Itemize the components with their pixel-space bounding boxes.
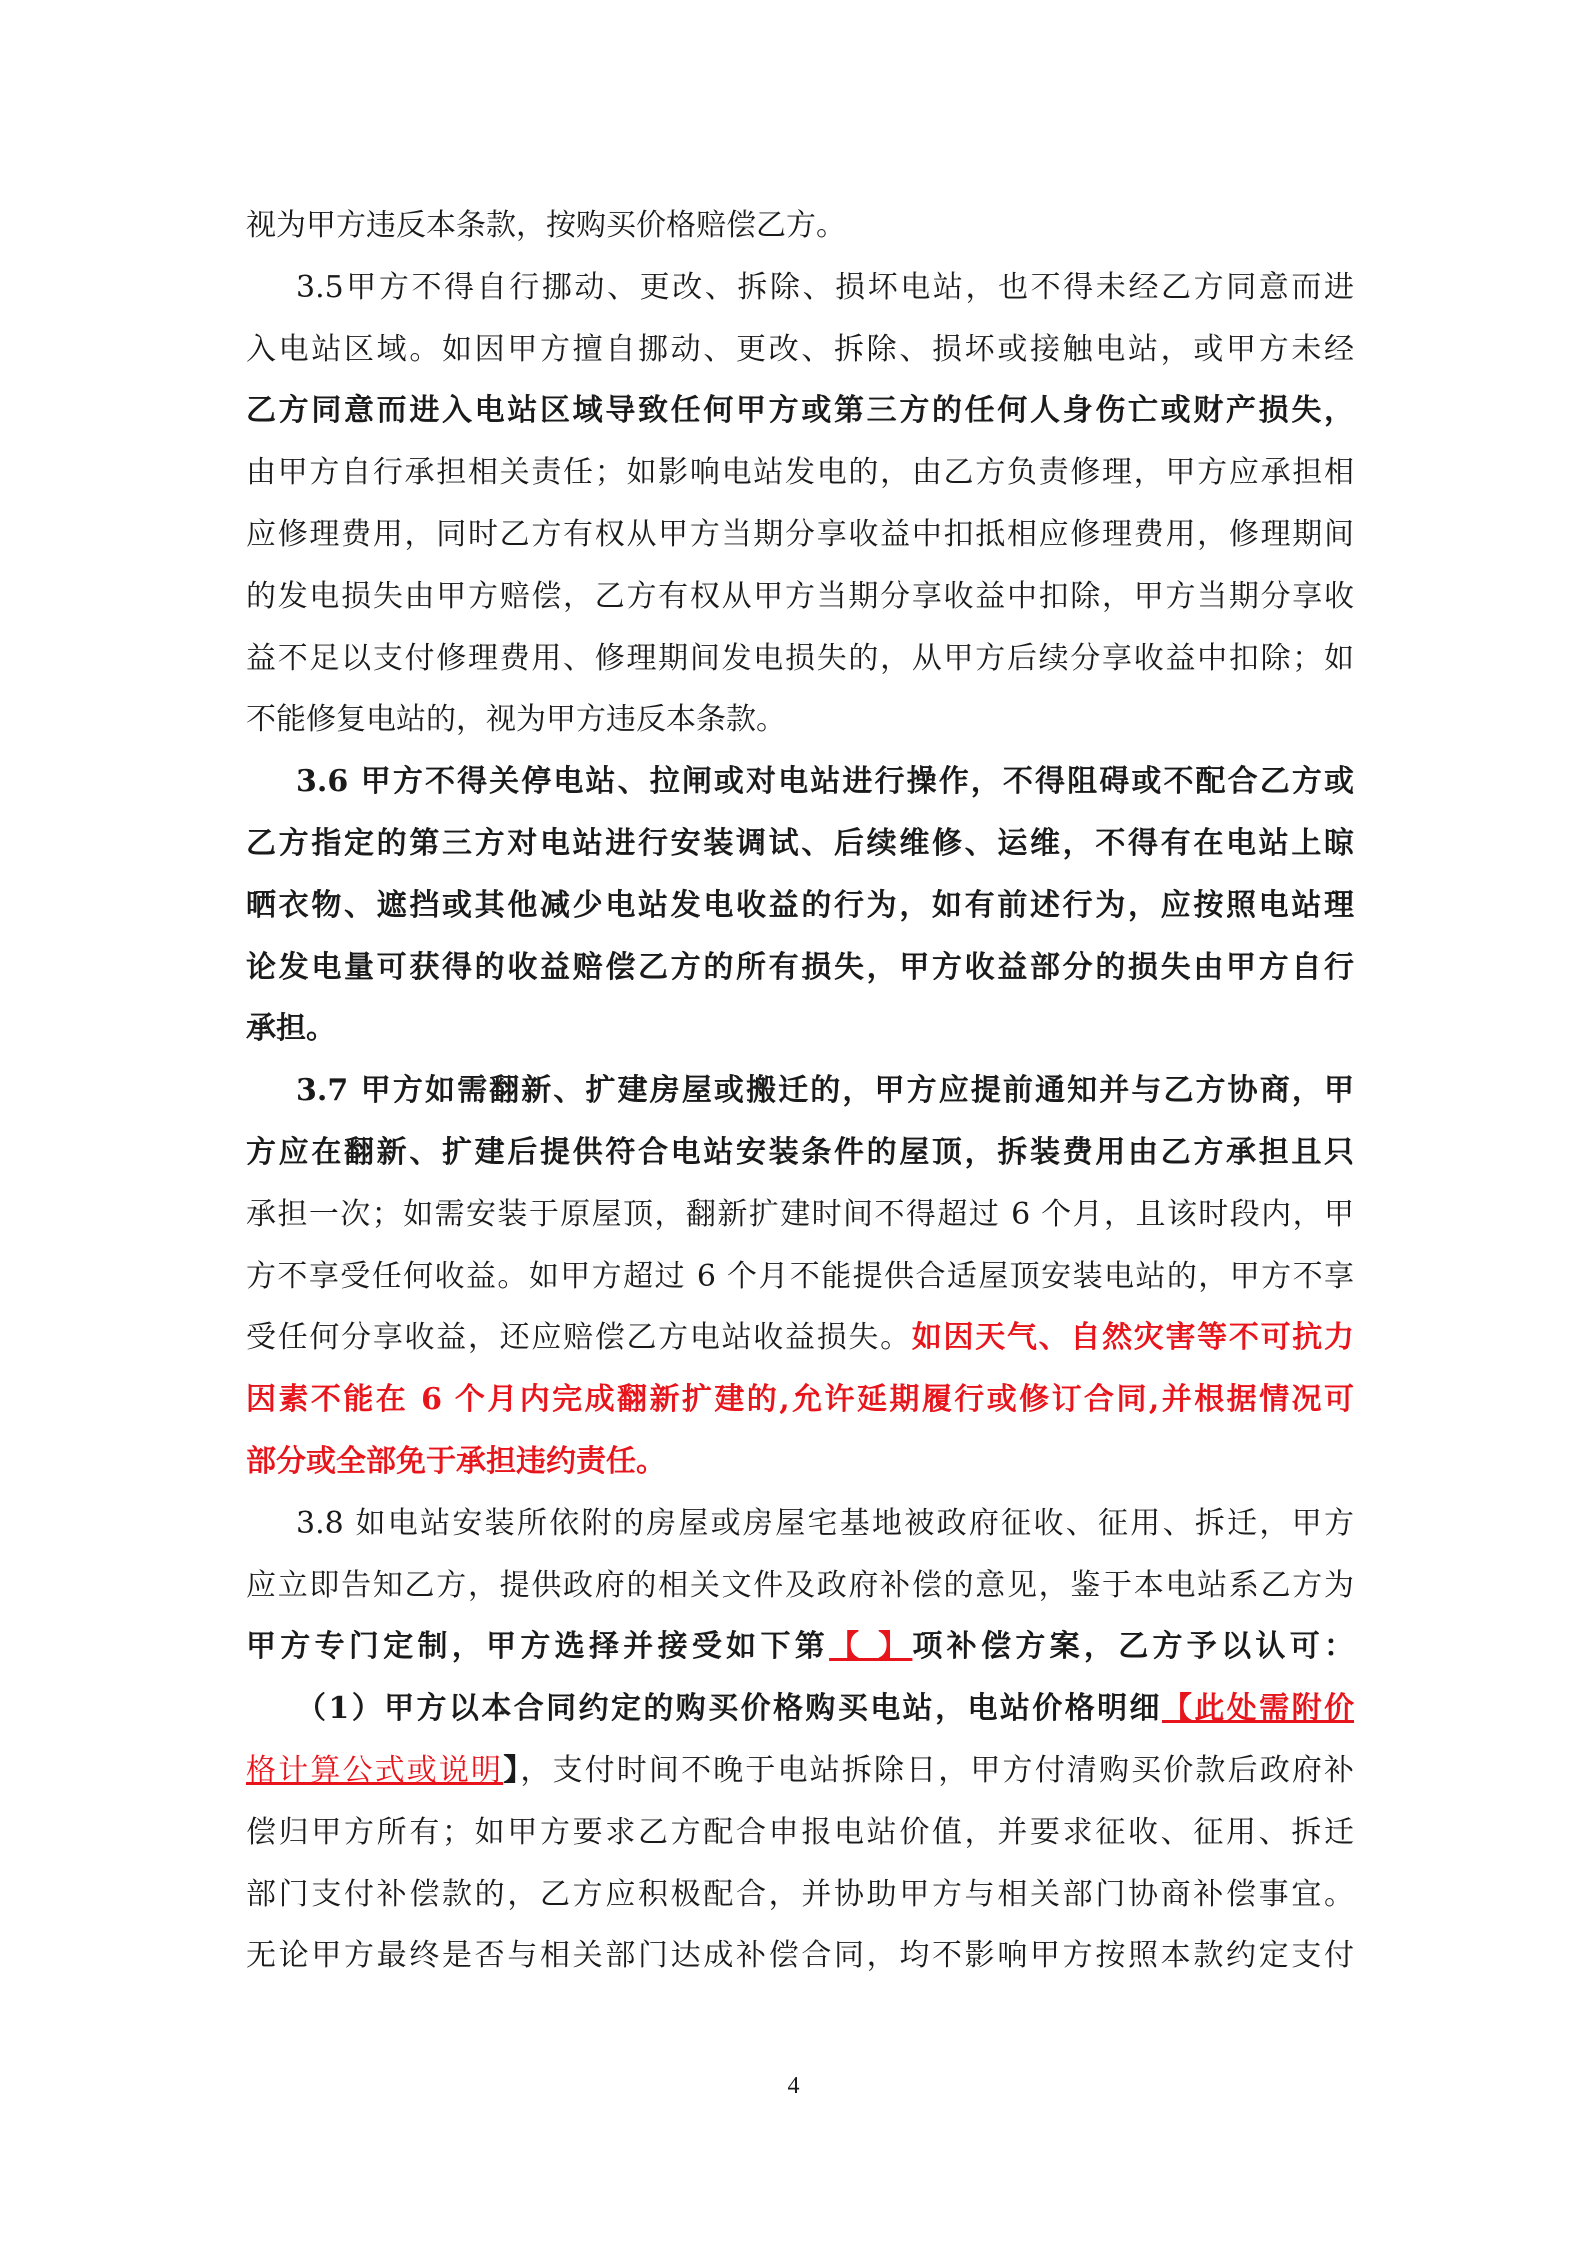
page-number: 4: [787, 2073, 800, 2099]
text-line: 的发电损失由甲方赔偿，乙方有权从甲方当期分享收益中扣除，甲方当期分享收: [246, 578, 1354, 614]
text-line: 视为甲方违反本条款，按购买价格赔偿乙方。: [246, 208, 846, 243]
red-placeholder-text: 格计算公式或说明: [246, 1752, 504, 1788]
blank-option-bracket: 【 】: [829, 1629, 913, 1665]
text-line: 乙方指定的第三方对电站进行安装调试、后续维修、运维，不得有在电站上晾: [246, 825, 1354, 861]
red-highlight-text: 如因天气、自然灾害等不可抗力: [911, 1320, 1354, 1356]
text-segment: 项补偿方案，乙方予以认可：: [912, 1629, 1354, 1665]
text-line: [246, 1740, 1354, 1802]
text-line: 益不足以支付修理费用、修理期间发电损失的，从甲方后续分享收益中扣除；如: [246, 640, 1354, 676]
document-body: [246, 195, 1354, 1987]
text-segment: 受任何分享收益，还应赔偿乙方电站收益损失。: [246, 1320, 912, 1356]
text-line: 无论甲方最终是否与相关部门达成补偿合同，均不影响甲方按照本款约定支付: [246, 1938, 1354, 1974]
text-line: [246, 1307, 1354, 1369]
text-line: 应修理费用，同时乙方有权从甲方当期分享收益中扣抵相应修理费用，修理期间: [246, 516, 1354, 552]
text-line: 方不享受任何收益。如甲方超过 6 个月不能提供合适屋顶安装电站的，甲方不享: [246, 1258, 1354, 1294]
red-placeholder-text: 【此处需附价: [1161, 1691, 1354, 1727]
text-line: 晒衣物、遮挡或其他减少电站发电收益的行为，如有前述行为，应按照电站理: [246, 887, 1354, 923]
text-line: 部门支付补偿款的，乙方应积极配合，并协助甲方与相关部门协商补偿事宜。: [246, 1876, 1354, 1912]
text-line: 入电站区域。如因甲方擅自挪动、更改、拆除、损坏或接触电站，或甲方未经: [246, 331, 1354, 367]
clause-3-8: 3.8 如电站安装所依附的房屋或房屋宅基地被政府征收、征用、拆迁，甲方: [296, 1505, 1354, 1541]
option-1: [246, 1678, 1354, 1740]
text-line: [246, 1616, 1354, 1678]
text-segment: （1）甲方以本合同约定的购买价格购买电站，电站价格明细: [296, 1691, 1162, 1727]
text-line: 偿归甲方所有；如甲方要求乙方配合申报电站价值，并要求征收、征用、拆迁: [246, 1814, 1354, 1850]
clause-3-7: 3.7 甲方如需翻新、扩建房屋或搬迁的，甲方应提前通知并与乙方协商，甲: [296, 1073, 1354, 1109]
red-highlight-text: 因素不能在 6 个月内完成翻新扩建的,允许延期履行或修订合同,并根据情况可: [246, 1382, 1354, 1418]
text-line: 由甲方自行承担相关责任；如影响电站发电的，由乙方负责修理，甲方应承担相: [246, 455, 1354, 491]
text-segment: 甲方专门定制，甲方选择并接受如下第: [246, 1629, 830, 1665]
clause-3-5: 3.5甲方不得自行挪动、更改、拆除、损坏电站，也不得未经乙方同意而进: [296, 269, 1354, 305]
red-highlight-text: 部分或全部免于承担违约责任。: [246, 1443, 666, 1479]
text-line: 乙方同意而进入电站区域导致任何甲方或第三方的任何人身伤亡或财产损失，: [246, 393, 1354, 429]
text-line: 承担一次；如需安装于原屋顶，翻新扩建时间不得超过 6 个月，且该时段内，甲: [246, 1196, 1354, 1232]
clause-3-6: 3.6 甲方不得关停电站、拉闸或对电站进行操作，不得阻碍或不配合乙方或: [296, 764, 1354, 800]
text-segment: 】: [503, 1752, 521, 1788]
text-line: 承担。: [246, 1011, 336, 1047]
text-line: 论发电量可获得的收益赔偿乙方的所有损失，甲方收益部分的损失由甲方自行: [246, 949, 1354, 985]
text-line: 方应在翻新、扩建后提供符合电站安装条件的屋顶，拆装费用由乙方承担且只: [246, 1134, 1354, 1170]
text-segment: ，支付时间不晚于电站拆除日，甲方付清购买价款后政府补: [520, 1752, 1354, 1788]
text-line: 不能修复电站的，视为甲方违反本条款。: [246, 702, 786, 738]
text-line: 应立即告知乙方，提供政府的相关文件及政府补偿的意见，鉴于本电站系乙方为: [246, 1567, 1354, 1603]
